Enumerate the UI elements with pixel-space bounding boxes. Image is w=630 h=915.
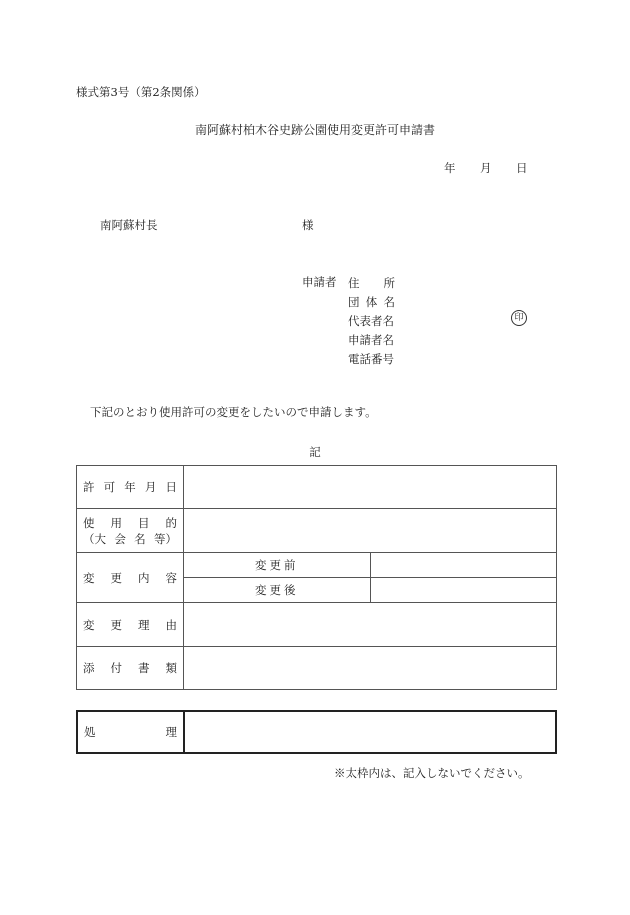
applicant-fields: [348, 274, 395, 369]
input-processing: [184, 711, 556, 753]
label-change-before: 変更前: [184, 553, 371, 578]
label-processing: 処 理: [77, 711, 184, 753]
input-change-reason[interactable]: [184, 603, 557, 647]
table-row-processing: [77, 711, 556, 753]
intro-text: 下記のとおり使用許可の変更をしたいので申請します。: [90, 405, 377, 419]
input-change-before[interactable]: [370, 553, 557, 578]
addressee-name: 南阿蘇村長: [100, 218, 158, 232]
seal-icon: 印: [511, 310, 527, 326]
field-address[interactable]: 住 所: [348, 276, 395, 290]
table-row-change-reason: [77, 603, 557, 647]
applicant-label: 申請者: [302, 275, 337, 289]
form-number: 様式第3号（第2条関係）: [76, 85, 206, 99]
addressee-honorific: 様: [302, 218, 314, 232]
table-row-purpose: [77, 509, 557, 553]
document-title: 南阿蘇村柏木谷史跡公園使用変更許可申請書: [194, 123, 435, 137]
date-day-label: 日: [516, 161, 528, 175]
ki-heading: 記: [309, 445, 321, 459]
footer-note: ※太枠内は、記入しないでください。: [334, 766, 530, 780]
input-permit-date[interactable]: [184, 466, 557, 509]
label-change-after: 変更後: [184, 578, 371, 603]
field-representative-name[interactable]: 代表者名: [348, 314, 394, 328]
label-attachments: 添 付 書 類: [77, 647, 184, 690]
date-month-label: 月: [480, 161, 492, 175]
field-applicant-name[interactable]: 申請者名: [348, 333, 394, 347]
input-attachments[interactable]: [184, 647, 557, 690]
date-year-label: 年: [444, 161, 456, 175]
application-table: [76, 465, 557, 690]
field-group-name[interactable]: 団 体 名: [348, 295, 395, 309]
label-purpose: 使 用 目 的 （大 会 名 等）: [77, 509, 184, 553]
field-phone-number[interactable]: 電話番号: [348, 352, 394, 366]
table-row-change-before: [77, 553, 557, 578]
input-change-after[interactable]: [370, 578, 557, 603]
processing-table: [76, 710, 557, 754]
table-row-attachments: [77, 647, 557, 690]
input-purpose[interactable]: [184, 509, 557, 553]
label-change-content: 変 更 内 容: [77, 553, 184, 603]
label-permit-date: 許 可 年 月 日: [77, 466, 184, 509]
table-row-permit-date: [77, 466, 557, 509]
label-change-reason: 変 更 理 由: [77, 603, 184, 647]
